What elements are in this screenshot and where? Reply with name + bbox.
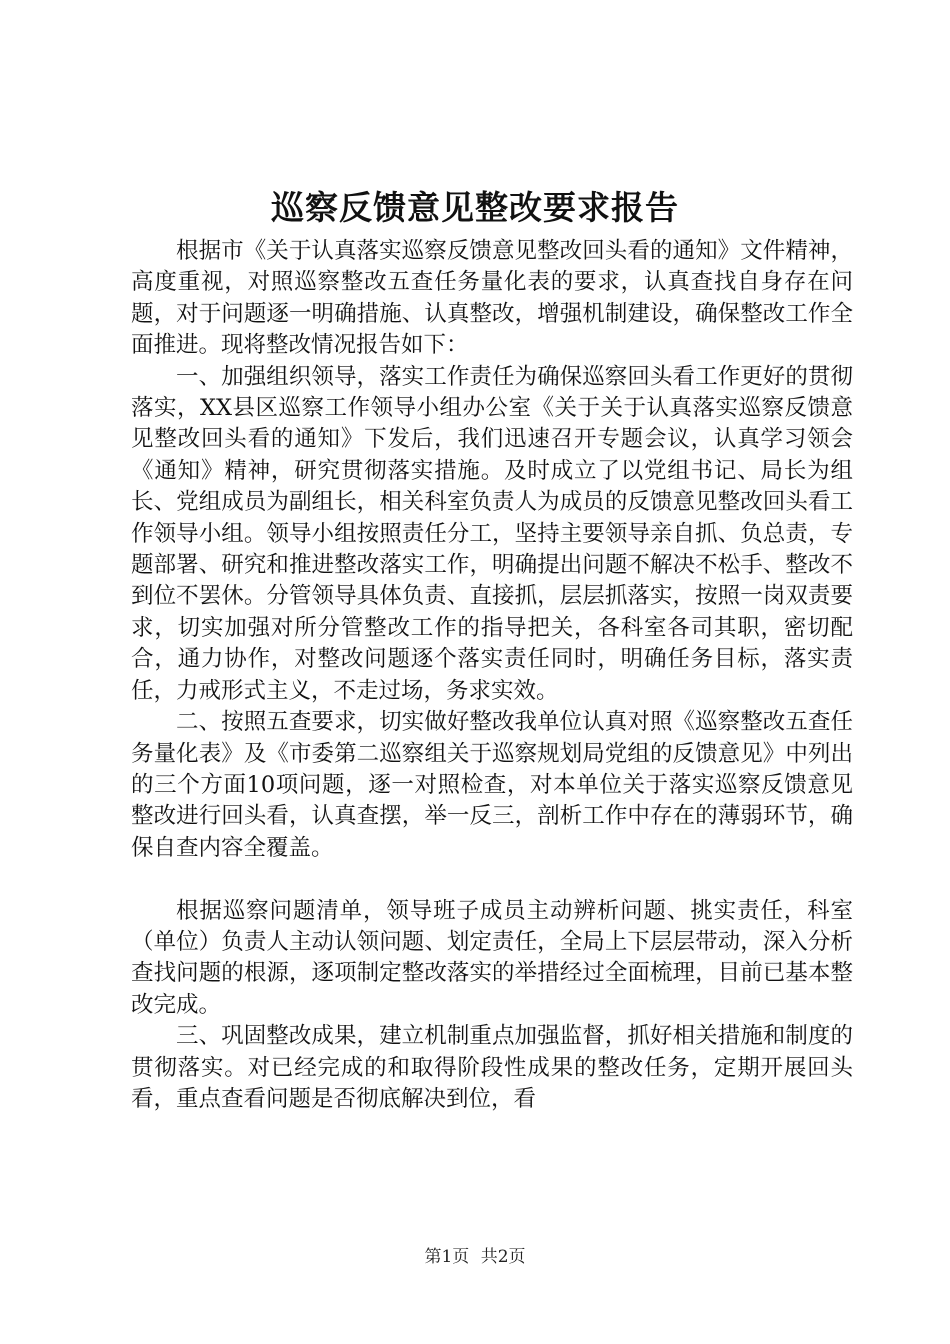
paragraph: 一、加强组织领导，落实工作责任为确保巡察回头看工作更好的贯彻落实，XX县区巡察工作领导小组办公室《关于关于认真落实巡察反馈意见整改回头看的通知》下发后，我们迅速召开专题会议，认真学习领会《通知》精神，研究贯彻落实措施。及时成立了以党组书记、局长为组长、党组成员为副组长，相关科室负责人为成员的反馈意见整改回头看工作领导小组。领导小组按照责任分工，坚持主要领导亲自抓、负总责，专题部署、研究和推进整改落实工作，明确提出问题不解决不松手、整改不到位不罢休。分管领导具体负责、直接抓，层层抓落实，按照一岗双责要求，切实加强对所分管整改工作的指导把关，各科室各司其职，密切配合，通力协作，对整改问题逐个落实责任同时，明确任务目标，落实责任，力戒形式主义，不走过场，务求实效。 bbox=[131, 363, 853, 704]
document-body bbox=[131, 236, 853, 1115]
page-number-total: 共2页 bbox=[480, 1247, 526, 1267]
paragraph: 二、按照五查要求，切实做好整改我单位认真对照《巡察整改五查任务量化表》及《市委第二巡察组关于巡察规划局党组的反馈意见》中列出的三个方面10项问题，逐一对照检查，对本单位关于落实巡察反馈意见整改进行回头看，认真查摆，举一反三，剖析工作中存在的薄弱环节，确保自查内容全覆盖。 bbox=[131, 709, 853, 861]
paragraph: 根据巡察问题清单，领导班子成员主动辨析问题、挑实责任，科室（单位）负责人主动认领问题、划定责任，全局上下层层带动，深入分析查找问题的根源，逐项制定整改落实的举措经过全面梳理，目前已基本整改完成。 bbox=[131, 897, 853, 1018]
paragraph: 根据市《关于认真落实巡察反馈意见整改回头看的通知》文件精神，高度重视，对照巡察整改五查任务量化表的要求，认真查找自身存在问题，对于问题逐一明确措施、认真整改，增强机制建设，确保整改工作全面推进。现将整改情况报告如下： bbox=[131, 238, 853, 359]
page-footer bbox=[0, 1246, 950, 1268]
page-number-current: 第1页 bbox=[424, 1247, 470, 1267]
paragraph: 三、巩固整改成果，建立机制重点加强监督，抓好相关措施和制度的贯彻落实。对已经完成的和取得阶段性成果的整改任务，定期开展回头看，重点查看问题是否彻底解决到位，看 bbox=[131, 1023, 853, 1112]
document-title: 巡察反馈意见整改要求报告 bbox=[271, 188, 679, 227]
